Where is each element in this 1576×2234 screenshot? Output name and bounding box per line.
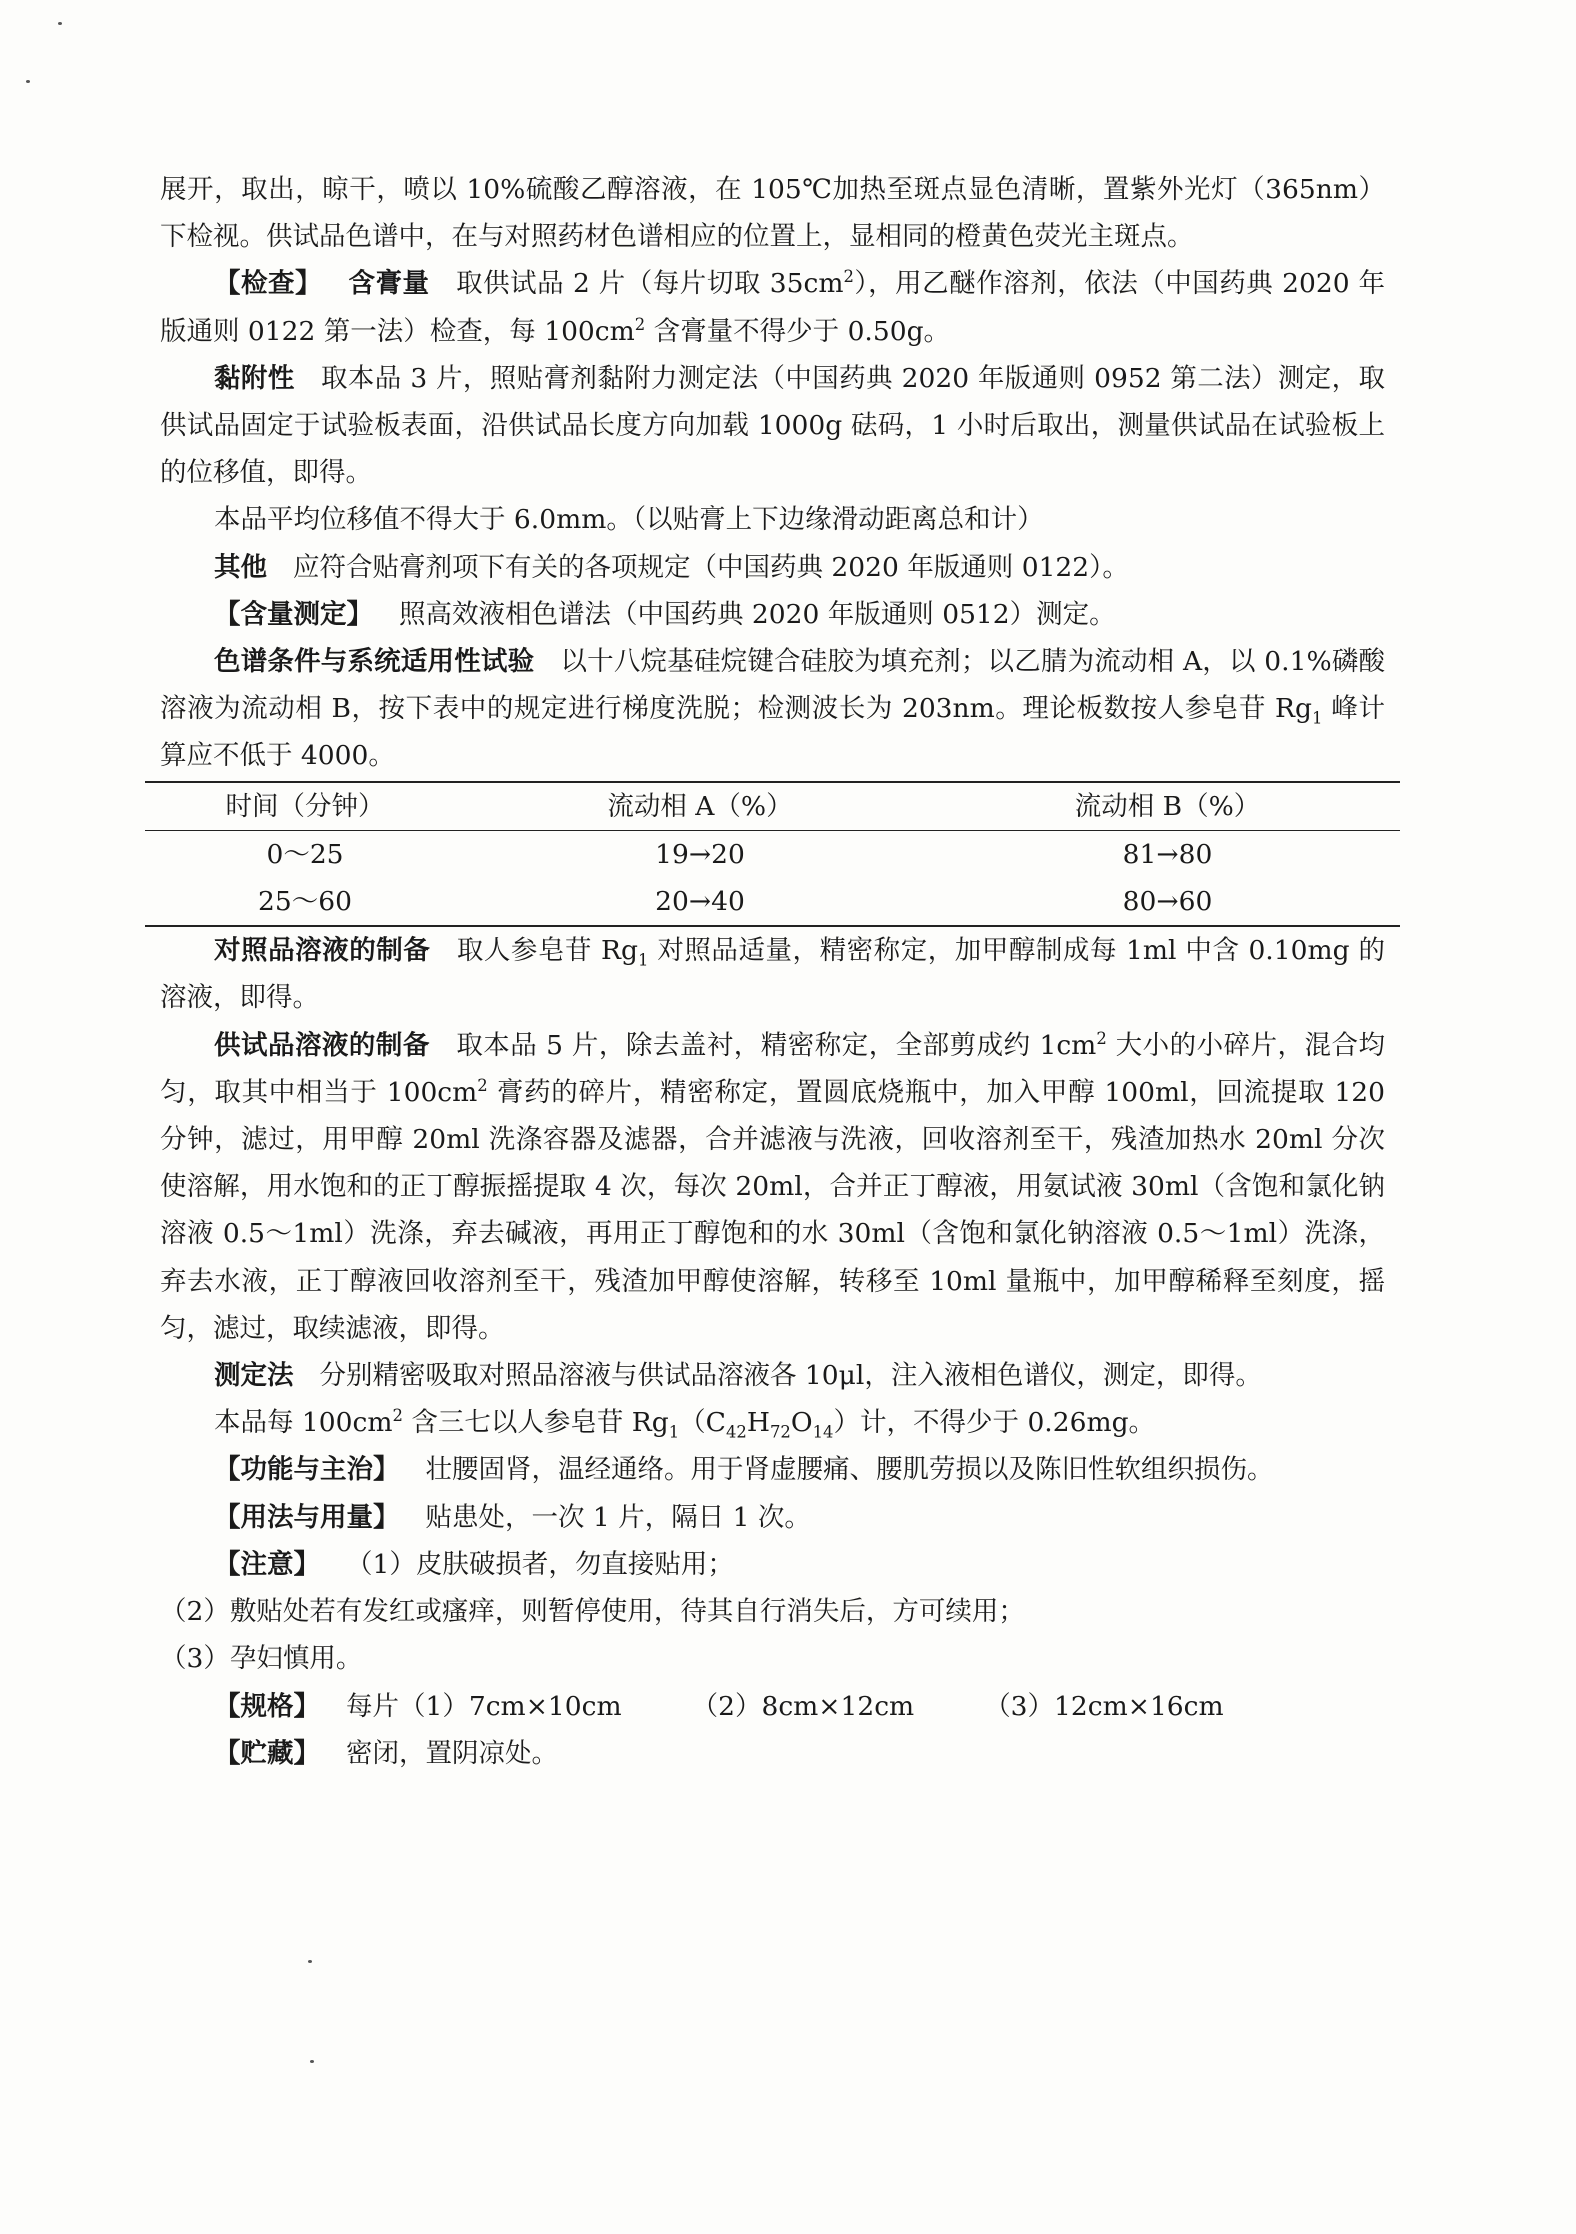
adhesion-paragraph: 黏附性 取本品 3 片，照贴膏剂黏附力测定法（中国药典 2020 年版通则 0952 第二法）测定，取供试品固定于试验板表面，沿供试品长度方向加载 1000g 砝码，1 小时后取出，测量供试品在试验板上的位移值，即得。 xyxy=(160,362,1385,489)
function-heading: 【功能与主治】 xyxy=(214,1454,400,1486)
assay-paragraph: 【含量测定】 照高效液相色谱法（中国药典 2020 年版通则 0512）测定。 xyxy=(214,598,1116,630)
check-heading: 【检查】 xyxy=(214,268,323,300)
check-content-paragraph: 【检查】 含膏量 取供试品 2 片（每片切取 $35cm^2$），用乙醚作溶剂，依法（中国药典 2020 年版通则 0122 第一法）检查，每 $100cm^2$ 含膏量不得少于 0.50g。 xyxy=(160,267,1386,347)
table-header: 时间（分钟） xyxy=(145,782,465,831)
reference-solution-label: 对照品溶液的制备 xyxy=(214,935,431,967)
table-cell: 20→40 xyxy=(655,886,745,918)
caution-paragraph: 【注意】 （1）皮肤破损者，勿直接贴用； xyxy=(214,1548,734,1580)
chromatography-paragraph: 色谱条件与系统适用性试验 以十八烷基硅烷键合硅胶为填充剂；以乙腈为流动相 A，以 0.1%磷酸溶液为流动相 B，按下表中的规定进行梯度洗脱；检测波长为 203nm。理论板数按人参皂苷 $Rg_1$ 峰计算应不低于 4000。 xyxy=(160,646,1386,772)
displacement-limit: 本品平均位移值不得大于 6.0mm。（以贴膏上下边缘滑动距离总和计） xyxy=(214,504,1044,536)
scan-speck xyxy=(26,80,30,83)
table-row xyxy=(145,878,1400,926)
chromatography-label: 色谱条件与系统适用性试验 xyxy=(214,646,535,678)
caution-heading: 【注意】 xyxy=(214,1548,320,1580)
table-cell: 25～60 xyxy=(258,886,352,918)
caution-item: （3）孕妇慎用。 xyxy=(160,1643,363,1675)
scan-speck xyxy=(308,1960,312,1963)
scan-speck xyxy=(58,22,62,25)
usage-heading: 【用法与用量】 xyxy=(214,1501,400,1533)
method-paragraph: 测定法 分别精密吸取对照品溶液与供试品溶液各 10μl，注入液相色谱仪，测定，即得。 xyxy=(214,1360,1262,1392)
test-solution-label: 供试品溶液的制备 xyxy=(214,1029,430,1061)
caution-item: （2）敷贴处若有发红或瘙痒，则暂停使用，待其自行消失后，方可续用； xyxy=(160,1596,1025,1628)
scan-speck xyxy=(310,2060,314,2063)
table-header: 流动相 B（%） xyxy=(935,782,1400,831)
check-content-label: 含膏量 xyxy=(348,268,430,300)
storage-paragraph: 【贮藏】 密闭，置阴凉处。 xyxy=(214,1737,558,1769)
adhesion-label: 黏附性 xyxy=(214,362,295,394)
function-paragraph: 【功能与主治】 壮腰固肾，温经通络。用于肾虚腰痛、腰肌劳损以及陈旧性软组织损伤。 xyxy=(214,1454,1274,1486)
intro-paragraph: 展开，取出，晾干，喷以 10%硫酸乙醇溶液，在 105℃加热至斑点显色清晰，置紫外光灯（365nm）下检视。供试品色谱中，在与对照药材色谱相应的位置上，显相同的橙黄色荧光主斑点。 xyxy=(160,174,1385,253)
assay-heading: 【含量测定】 xyxy=(214,598,373,630)
usage-paragraph: 【用法与用量】 贴患处，一次 1 片，隔日 1 次。 xyxy=(214,1501,811,1533)
table-cell: 81→80 xyxy=(1122,838,1213,870)
content-limit-paragraph: 本品每 $100cm^2$ 含三七以人参皂苷 $Rg_1(C_{42}H_{72}O_{14})$计，不得少于 0.26mg。 xyxy=(214,1406,1156,1442)
test-solution-paragraph: 供试品溶液的制备 取本品 5 片，除去盖衬，精密称定，全部剪成约 $1cm^2$ 大小的小碎片，混合均匀，取其中相当于 $100cm^2$ 膏药的碎片，精密称定，置圆底烧瓶中，加入甲醇 100ml，回流提取 120 分钟，滤过，用甲醇 20ml 洗涤容器及滤器，合并滤液与洗液，回收溶剂至干，残渣加热水 20ml 分次使溶解，用水饱和的正丁醇振摇提取 4 次，每次 20ml，合并正丁醇液，用氨试液 30ml（含饱和氯化钠溶液 0.5～1ml）洗涤，弃去碱液，再用正丁醇饱和的水 30ml（含饱和氯化钠溶液 0.5～1ml）洗涤，弃去水液，正丁醇液回收溶剂至干，残渣加甲醇使溶解，转移至 10ml 量瓶中，加甲醇稀释至刻度，摇匀，滤过，取续滤液，即得。 xyxy=(160,1028,1386,1344)
other-label: 其他 xyxy=(214,551,267,583)
reference-solution-paragraph: 对照品溶液的制备 取人参皂苷 $Rg_1$ 对照品适量，精密称定，加甲醇制成每 1ml 中含 0.10mg 的溶液，即得。 xyxy=(160,935,1386,1014)
spec-paragraph: 【规格】 每片（1）7cm×10cm （2）8cm×12cm （3）12cm×16cm xyxy=(214,1690,1224,1722)
table-header: 流动相 A（%） xyxy=(465,782,935,831)
table-cell: 19→20 xyxy=(655,838,745,870)
other-paragraph: 其他 应符合贴膏剂项下有关的各项规定（中国药典 2020 年版通则 0122）。 xyxy=(214,551,1129,583)
table-cell: 80→60 xyxy=(1122,886,1213,918)
table-cell: 0～25 xyxy=(266,838,344,870)
method-label: 测定法 xyxy=(214,1360,294,1392)
storage-heading: 【贮藏】 xyxy=(214,1737,320,1769)
gradient-table xyxy=(145,781,1400,928)
document-page xyxy=(160,166,1385,1777)
spec-heading: 【规格】 xyxy=(214,1690,320,1722)
table-row xyxy=(145,830,1400,878)
